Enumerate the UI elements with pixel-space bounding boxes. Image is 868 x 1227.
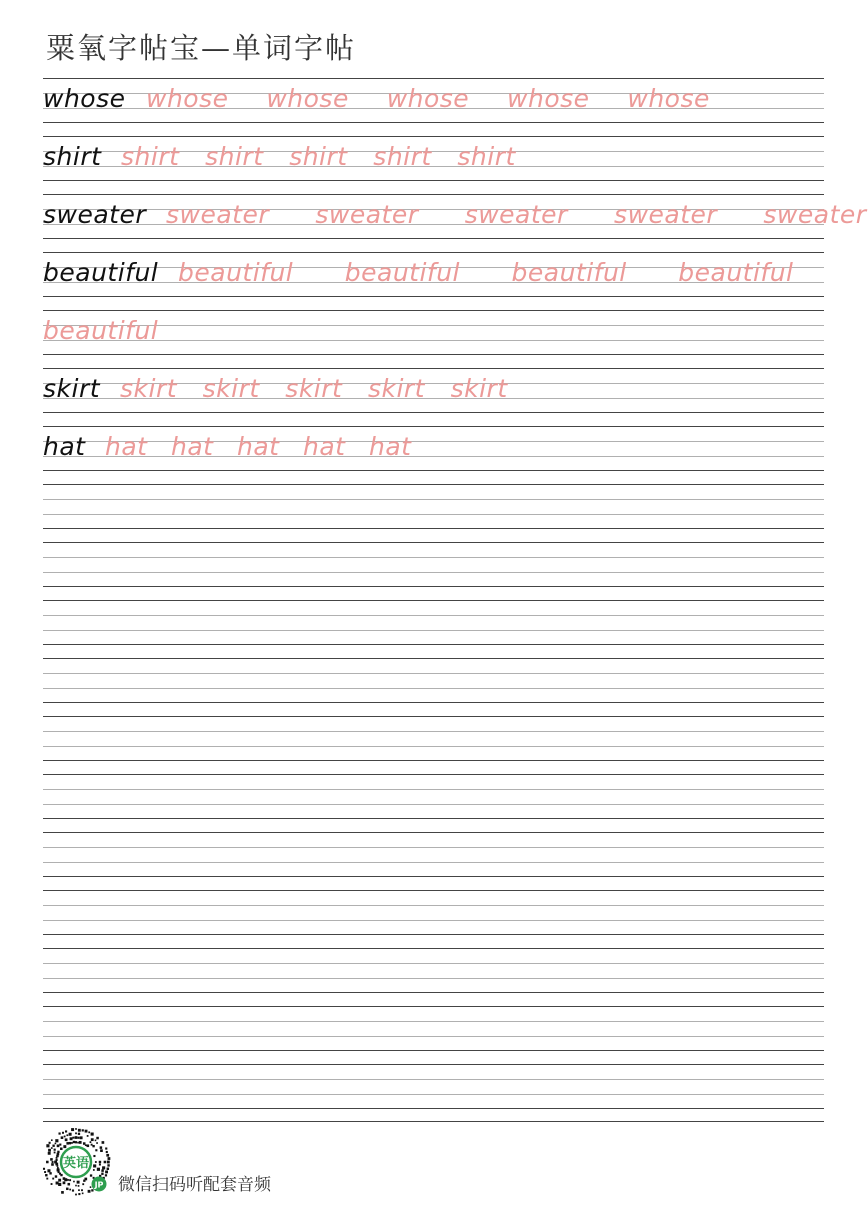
blank-practice-row	[43, 484, 824, 542]
trace-word: skirt	[367, 374, 425, 403]
model-word: shirt	[43, 142, 102, 171]
trace-word: hat	[171, 432, 214, 461]
handwriting-sheet	[43, 78, 867, 1122]
practice-row	[43, 252, 824, 310]
blank-practice-row	[43, 890, 824, 948]
trace-word: sweater	[166, 200, 270, 229]
trace-word: sweater	[464, 200, 568, 229]
trace-word: skirt	[450, 374, 508, 403]
trace-word: whose	[386, 84, 470, 113]
blank-practice-row	[43, 600, 824, 658]
trace-word: whose	[507, 84, 590, 113]
blank-practice-row	[43, 1064, 824, 1122]
practice-row	[43, 78, 824, 136]
practice-row	[43, 194, 867, 252]
blank-practice-row	[43, 542, 824, 600]
trace-word: shirt	[205, 142, 264, 171]
trace-word: sweater	[315, 200, 419, 229]
trace-word: whose	[146, 84, 229, 113]
blank-practice-row	[43, 1006, 824, 1064]
blank-practice-row	[43, 774, 824, 832]
blank-practice-row	[43, 948, 824, 1006]
qr-code-icon[interactable]	[40, 1126, 112, 1198]
model-word: sweater	[43, 200, 147, 229]
trace-word: hat	[237, 432, 280, 461]
trace-word: hat	[303, 432, 346, 461]
trace-word: hat	[105, 432, 148, 461]
model-word: skirt	[43, 374, 101, 403]
trace-word: sweater	[763, 200, 867, 229]
blank-practice-row	[43, 716, 824, 774]
blank-practice-row	[43, 832, 824, 890]
trace-word: beautiful	[511, 258, 627, 287]
practice-row	[43, 136, 824, 194]
practice-row	[43, 368, 824, 426]
qr-corner-label: JP	[94, 1180, 104, 1190]
trace-word: beautiful	[344, 258, 461, 287]
trace-word: shirt	[121, 142, 180, 171]
model-word: whose	[43, 84, 126, 113]
trace-word: shirt	[289, 142, 348, 171]
practice-row	[43, 310, 824, 368]
trace-word: skirt	[202, 374, 260, 403]
trace-word: whose	[266, 84, 349, 113]
trace-word: shirt	[457, 142, 516, 171]
model-word: beautiful	[43, 258, 159, 287]
trace-word: skirt	[285, 374, 343, 403]
trace-word: sweater	[614, 200, 718, 229]
page-title: 粟氧字帖宝—单词字帖	[46, 31, 357, 65]
trace-word: skirt	[120, 374, 178, 403]
trace-word: beautiful	[43, 316, 159, 345]
trace-word: whose	[627, 84, 710, 113]
trace-word: shirt	[373, 142, 432, 171]
qr-badge-label: 英语	[62, 1156, 90, 1171]
blank-practice-row	[43, 658, 824, 716]
trace-word: hat	[369, 432, 412, 461]
trace-word: beautiful	[178, 258, 294, 287]
model-word: hat	[43, 432, 86, 461]
scan-instruction: 微信扫码听配套音频	[118, 1175, 271, 1195]
practice-row	[43, 426, 824, 484]
trace-word: beautiful	[678, 258, 794, 287]
